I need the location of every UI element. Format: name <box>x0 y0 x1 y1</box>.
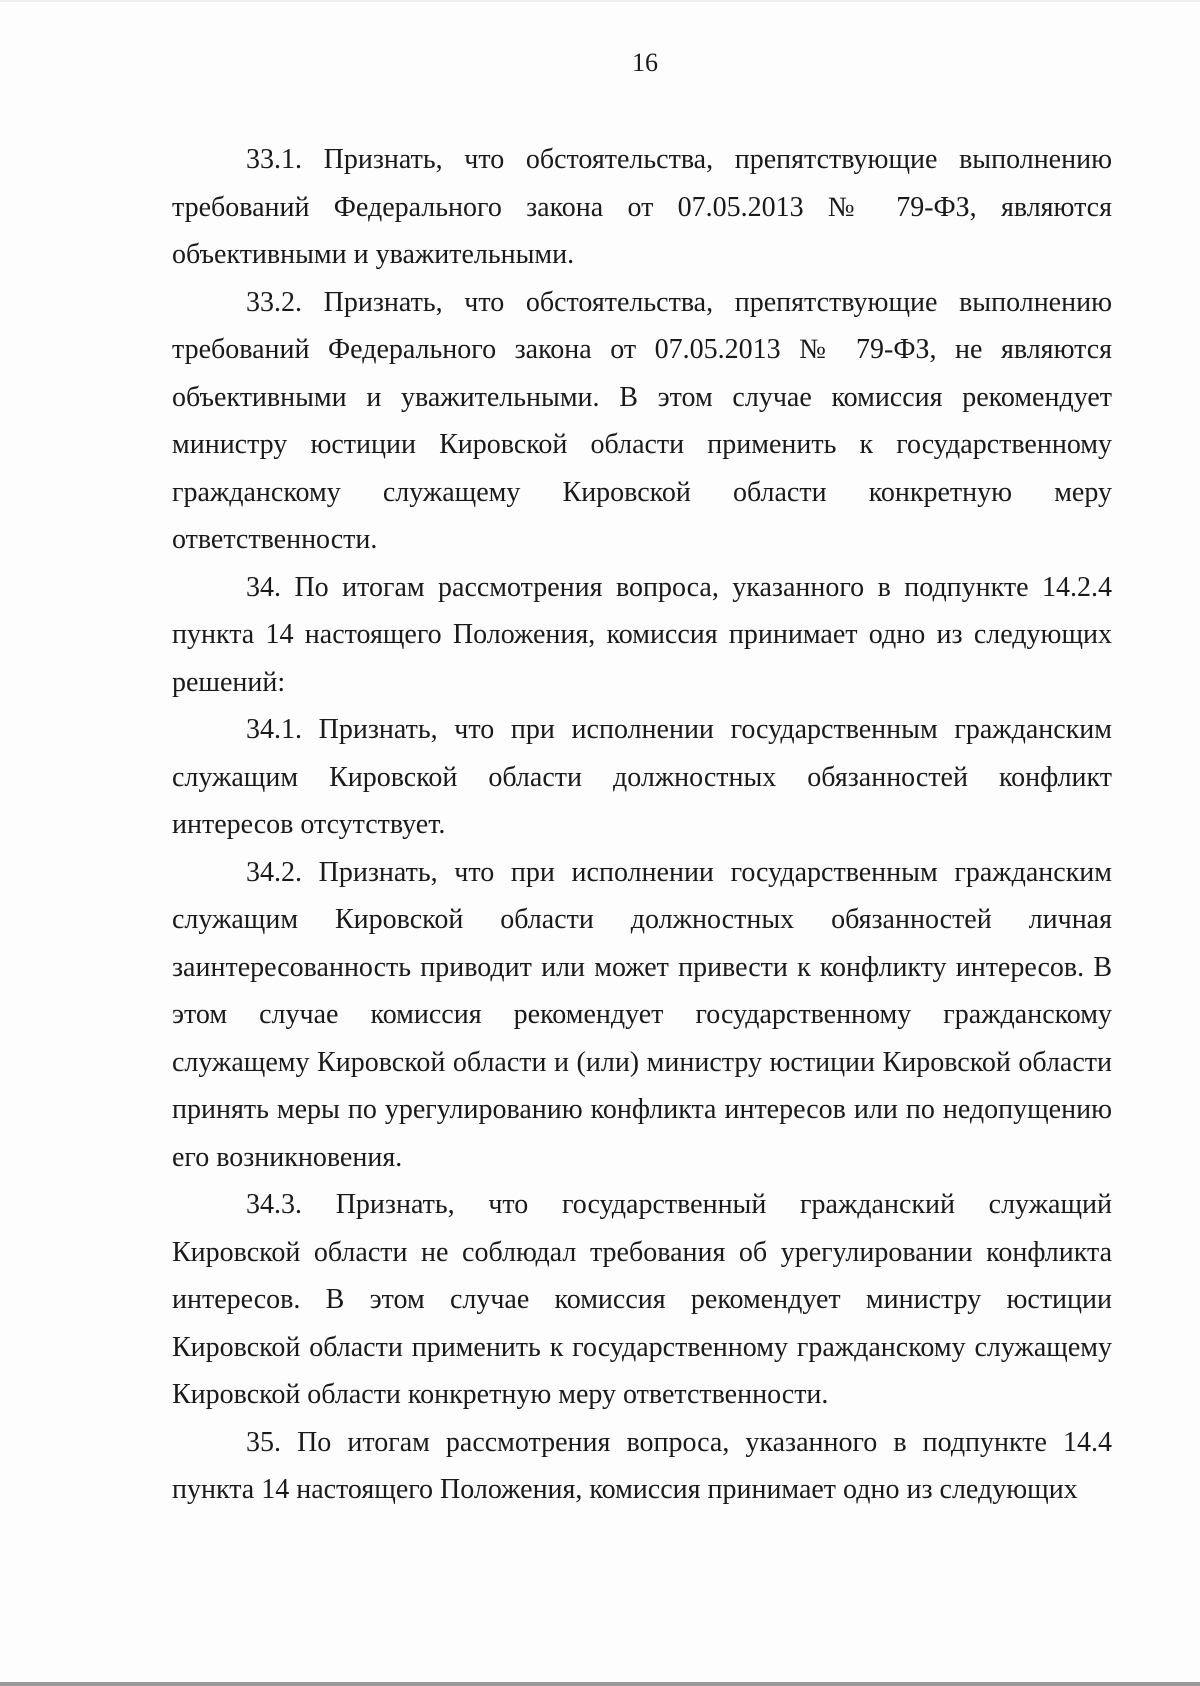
paragraph-33-2: 33.2. Признать, что обстоятельства, препятствующие выполнению требований Федерального закона от 07.05.2013 № 79-ФЗ, не являются объективными и уважительными. В этом случае комиссия рекомендует министру юстиции Кировской области применить к государственному гражданскому служащему Кировской области конкретную меру ответственности. <box>172 286 1112 555</box>
paragraph-35: 35. По итогам рассмотрения вопроса, указанного в подпункте 14.4 пункта 14 настоящего Положения, комиссия принимает одно из следующих <box>172 1426 1112 1505</box>
scan-top-edge <box>0 0 1200 2</box>
paragraph-34: 34. По итогам рассмотрения вопроса, указанного в подпункте 14.2.4 пункта 14 настоящего Положения, комиссия принимает одно из следующих решений: <box>172 571 1112 698</box>
page-number: 16 <box>632 48 658 77</box>
paragraph-34-1: 34.1. Признать, что при исполнении государственным гражданским служащим Кировской области должностных обязанностей конфликт интересов отсутствует. <box>172 714 1112 840</box>
paragraph-34-3: 34.3. Признать, что государственный гражданский служащий Кировской области не соблюдал требования об урегулировании конфликта интересов. В этом случае комиссия рекомендует министру юстиции Кировской области применить к государственному гражданскому служащему Кировской области конкретную меру ответственности. <box>172 1189 1112 1410</box>
scan-bottom-edge <box>0 1682 1200 1686</box>
paragraph-34-2: 34.2. Признать, что при исполнении государственным гражданским служащим Кировской области должностных обязанностей личная заинтересованность приводит или может привести к конфликту интересов. В этом случае комиссия рекомендует государственному гражданскому служащему Кировской области и (или) министру юстиции Кировской области принять меры по урегулированию конфликта интересов или по недопущению его возникновения. <box>172 856 1112 1173</box>
paragraph-33-1: 33.1. Признать, что обстоятельства, препятствующие выполнению требований Федерального закона от 07.05.2013 № 79-ФЗ, являются объективными и уважительными. <box>172 144 1112 270</box>
document-body <box>172 136 1112 1514</box>
